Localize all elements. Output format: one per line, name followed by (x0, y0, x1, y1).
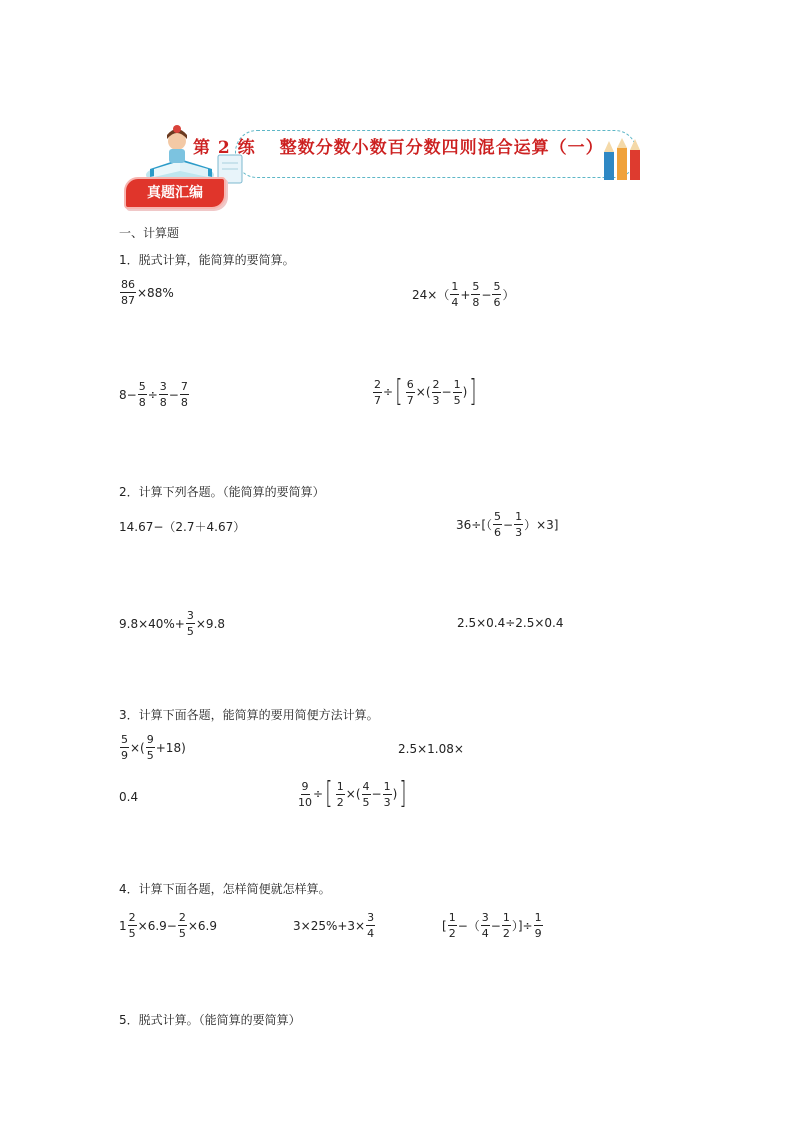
q2-expr-1: 14.67−（2.7＋4.67） (119, 520, 246, 534)
section-heading: 一、计算题 (119, 226, 180, 240)
q4-expr-3: [ $\frac{1}{2}$ −（ $\frac{3}{4}$ − $\frac{1}{2}$ ）]÷ $\frac{1}{9}$ (442, 911, 542, 940)
fraction: $\frac{6}{7}$ (406, 377, 414, 407)
q3-expr-3: $\frac{9}{10}$ ÷ [ $\frac{1}{2}$ ×( $\frac{4}{5}$ − $\frac{1}{3}$ ) ] (298, 776, 407, 811)
fraction: $\frac{3}{8}$ (159, 380, 167, 409)
right-bracket: ] (469, 374, 477, 409)
lesson-number: 第 2 练 (193, 138, 256, 158)
q1-expr-4: $\frac{2}{7}$ ÷ [ $\frac{6}{7}$ ×( $\frac{2}{3}$ − $\frac{1}{5}$ ) ] (374, 374, 477, 409)
q5-prompt: 5．脱式计算。（能简算的要简算） (119, 1013, 301, 1027)
fraction: $\frac{5}{6}$ (494, 510, 502, 539)
q1-expr-2: 24×（ $\frac{1}{4}$ + $\frac{5}{8}$ − $\frac{5}{6}$ ） (412, 280, 515, 309)
fraction: $\frac{3}{5}$ (186, 609, 194, 638)
fraction: $\frac{4}{5}$ (362, 779, 370, 809)
q2-expr-3: 9.8×40%+ $\frac{3}{5}$ ×9.8 (119, 609, 226, 638)
section-tag: 真题汇编 (124, 177, 226, 209)
q3-expr-1: $\frac{5}{9}$ ×( $\frac{9}{5}$ +18) (121, 733, 186, 762)
q3-prompt: 3．计算下面各题，能简算的要用简便方法计算。 (119, 708, 379, 722)
fraction: $\frac{2}{5}$ (128, 911, 136, 940)
fraction: $\frac{86}{87}$ (121, 278, 135, 307)
fraction: $\frac{5}{8}$ (472, 280, 480, 309)
fraction: $\frac{1}{9}$ (534, 911, 542, 940)
q3-expr-2b: 0.4 (119, 790, 139, 804)
q2-expr-2: 36÷[（ $\frac{5}{6}$ − $\frac{1}{3}$ ）×3] (456, 510, 559, 539)
left-bracket: [ (395, 374, 403, 409)
fraction: $\frac{3}{4}$ (367, 911, 375, 940)
q1-expr-1: $\frac{86}{87}$ ×88% (121, 278, 174, 307)
fraction: $\frac{1}{2}$ (448, 911, 456, 940)
q4-prompt: 4．计算下面各题，怎样简便就怎样算。 (119, 882, 331, 896)
fraction: $\frac{2}{5}$ (178, 911, 186, 940)
fraction: $\frac{1}{2}$ (336, 779, 344, 809)
lesson-title: 整数分数小数百分数四则混合运算（一） (279, 138, 604, 158)
q2-expr-4: 2.5×0.4÷2.5×0.4 (457, 616, 564, 630)
fraction: $\frac{1}{5}$ (453, 377, 461, 407)
page-title (193, 133, 604, 158)
pencils-icon (598, 136, 650, 182)
q4-expr-1: 1 $\frac{2}{5}$ ×6.9− $\frac{2}{5}$ ×6.9 (119, 911, 217, 940)
q2-prompt: 2．计算下列各题。（能简算的要简算） (119, 485, 325, 499)
fraction: $\frac{5}{9}$ (121, 733, 128, 762)
fraction: $\frac{7}{8}$ (180, 380, 188, 409)
q1-prompt: 1．脱式计算，能简算的要简算。 (119, 253, 295, 267)
fraction: $\frac{5}{6}$ (493, 280, 501, 309)
fraction: $\frac{9}{10}$ (298, 779, 312, 809)
fraction: $\frac{1}{3}$ (515, 510, 523, 539)
fraction: $\frac{5}{8}$ (138, 380, 146, 409)
fraction: $\frac{1}{2}$ (502, 911, 510, 940)
q1-expr-3: 8− $\frac{5}{8}$ ÷ $\frac{3}{8}$ − $\frac{7}{8}$ (119, 380, 188, 409)
fraction: $\frac{2}{7}$ (374, 377, 381, 407)
right-bracket: ] (399, 776, 407, 811)
q3-expr-2a: 2.5×1.08× (398, 742, 464, 756)
fraction: $\frac{3}{4}$ (481, 911, 489, 940)
fraction: $\frac{1}{4}$ (451, 280, 459, 309)
q4-expr-2: 3×25%+3× $\frac{3}{4}$ (293, 911, 375, 940)
left-bracket: [ (325, 776, 333, 811)
fraction: $\frac{9}{5}$ (146, 733, 154, 762)
fraction: $\frac{1}{3}$ (383, 779, 391, 809)
fraction: $\frac{2}{3}$ (432, 377, 440, 407)
